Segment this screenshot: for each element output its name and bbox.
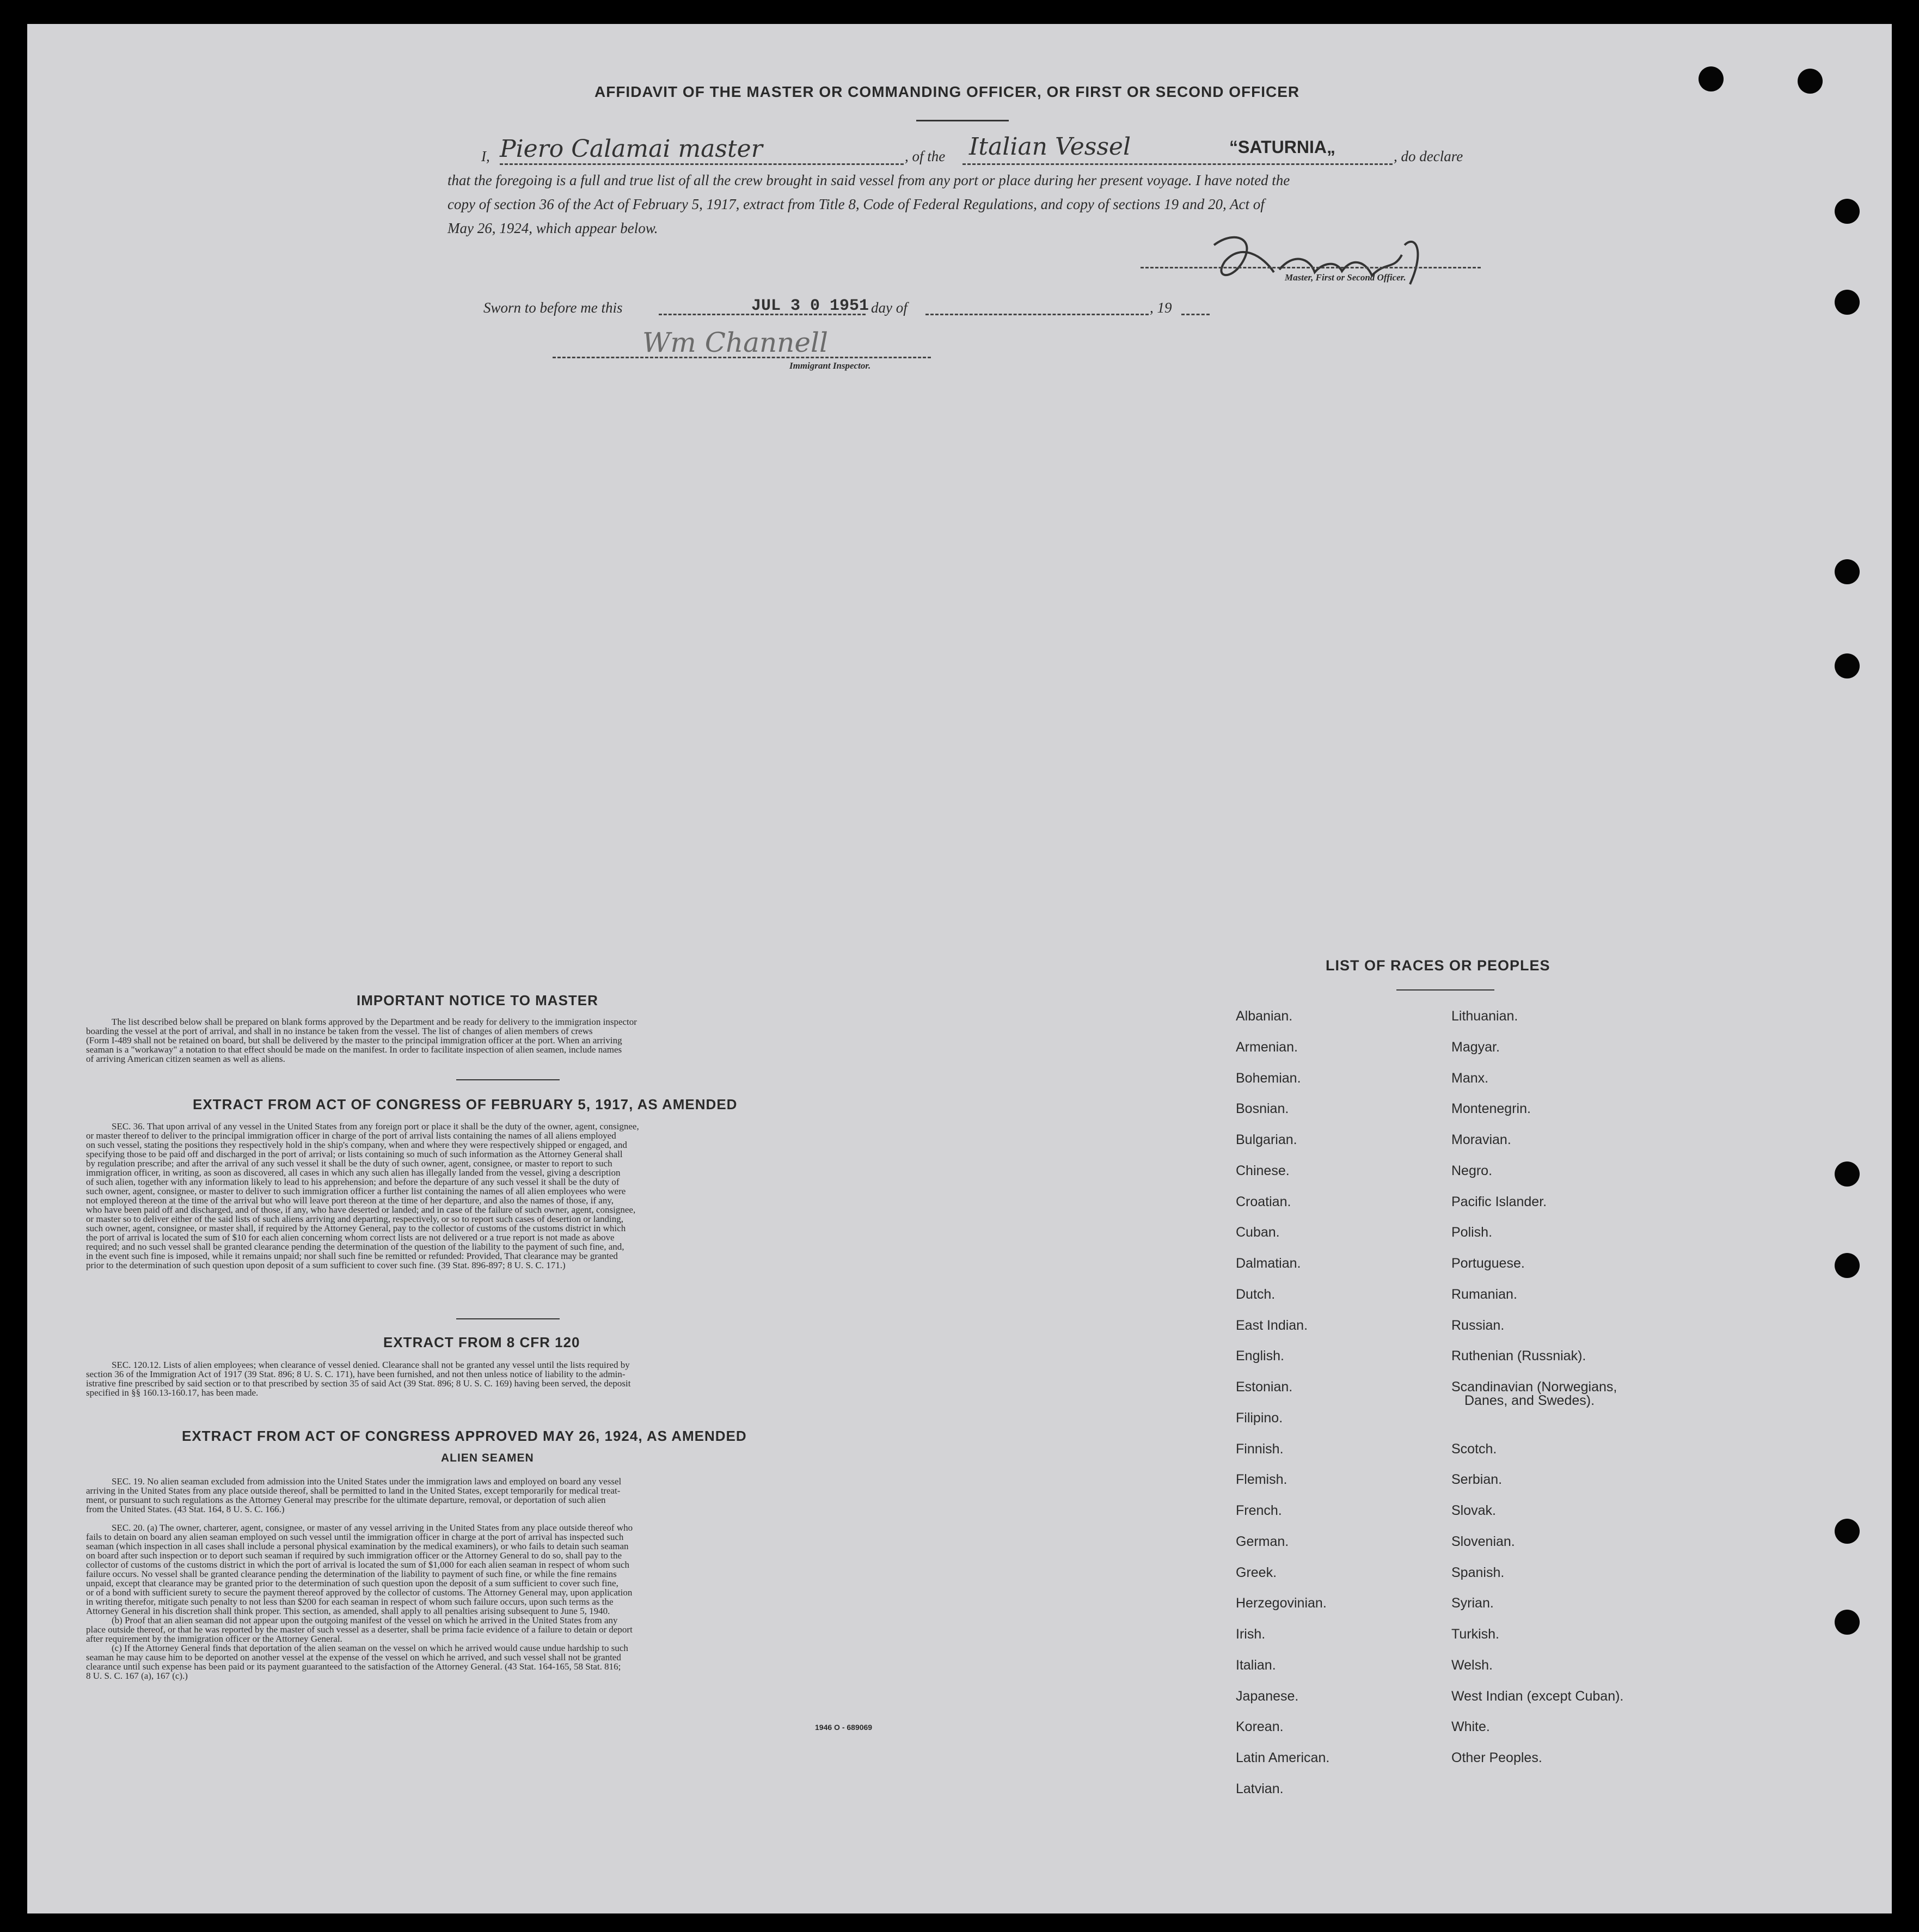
year-line	[1181, 314, 1210, 315]
binder-hole	[1835, 290, 1860, 315]
race-item: Slovenian.	[1451, 1534, 1515, 1549]
race-item: Italian.	[1236, 1658, 1276, 1673]
race-item: Scotch.	[1451, 1441, 1497, 1457]
officer-label: Master, First or Second Officer.	[1285, 272, 1406, 283]
extract-line: such owner, agent, consignee, or master to deliver to such immigration officer a further list containing the names of all alien employees who were	[86, 1186, 626, 1196]
race-item: Pacific Islander.	[1451, 1194, 1547, 1209]
binder-hole	[1798, 69, 1823, 94]
binder-hole	[1835, 559, 1860, 584]
race-item: Danes, and Swedes).	[1464, 1393, 1595, 1408]
extract-line: not employed thereon at the time of the arrival but who will leave port thereon at the time of her departure, and also the names of those, if any,	[86, 1195, 614, 1206]
notice-line: boarding the vessel at the port of arrival, and shall in no instance be taken from the vessel. The list of changes of alien members of crews	[86, 1026, 593, 1036]
officer-signature	[1198, 223, 1437, 294]
affidavit-body-line2: copy of section 36 of the Act of February 5, 1917, extract from Title 8, Code of Federal Regulations, and copy of sections 19 and 20, Act of	[447, 196, 1265, 212]
race-item: West Indian (except Cuban).	[1451, 1689, 1624, 1704]
race-item: Finnish.	[1236, 1441, 1284, 1457]
cfr-line: section 36 of the Immigration Act of 1917 (39 Stat. 896; 8 U. S. C. 171), have been furnished, and not then unless notice of liability to the admin-	[86, 1369, 626, 1379]
print-code: 1946 O - 689069	[815, 1723, 873, 1732]
extract-1917-title: EXTRACT FROM ACT OF CONGRESS OF FEBRUARY 5, 1917, AS AMENDED	[193, 1096, 738, 1112]
extract-line: clearance until such expense has been paid or its payment guaranteed to the satisfaction of the Attorney General. (43 Stat. 164-165, 58 Stat. 816;	[86, 1661, 621, 1672]
race-item: Bosnian.	[1236, 1101, 1289, 1116]
binder-hole	[1835, 1519, 1860, 1544]
extract-line: prior to the determination of such question upon deposit of a sum sufficient to cover such fine. (39 Stat. 896-897; 8 U. S. C. 171.)	[86, 1260, 566, 1270]
extract-1924-title: EXTRACT FROM ACT OF CONGRESS APPROVED MAY 26, 1924, AS AMENDED	[182, 1428, 747, 1444]
extract-line: arriving in the United States from any place outside thereof, shall be permitted to land in the United States, except temporarily for medical treat-	[86, 1485, 621, 1496]
race-item: Welsh.	[1451, 1658, 1493, 1673]
officer-signature-line	[1141, 267, 1481, 268]
race-item: White.	[1451, 1719, 1490, 1734]
extract-line: specifying those to be paid off and discharged in the port of arrival; or lists containing so much of such information as the Attorney General shall	[86, 1149, 623, 1159]
race-item: Filipino.	[1236, 1410, 1283, 1426]
binder-hole	[1835, 1253, 1860, 1278]
master-name-handwritten: Piero Calamai master	[500, 135, 763, 163]
extract-line: after requirement by the immigration officer or the Attorney General.	[86, 1634, 342, 1644]
extract-line: or master so to deliver either of the said lists of such aliens arriving and departing, respectively, or so to report such cases of desertion or landing,	[86, 1214, 623, 1224]
extract-line: fails to detain on board any alien seaman employed on such vessel until the immigration officer in charge at the port of arrival has inspected such	[86, 1532, 624, 1542]
race-item: Russian.	[1451, 1318, 1505, 1333]
race-item: Estonian.	[1236, 1379, 1293, 1395]
race-item: Korean.	[1236, 1719, 1284, 1734]
race-item: Dalmatian.	[1236, 1256, 1301, 1271]
binder-hole	[1835, 199, 1860, 224]
extract-line: on board after such inspection or to deport such seaman if required by such immigration officer or the Attorney General to do so, shall pay to the	[86, 1550, 622, 1561]
race-item: German.	[1236, 1534, 1289, 1549]
extract-line: (c) If the Attorney General finds that deportation of the alien seaman on the vessel on which he arrived would cause undue hardship to such	[112, 1643, 628, 1653]
extract-line: (b) Proof that an alien seaman did not appear upon the outgoing manifest of the vessel on which he arrived in the United States from any	[112, 1615, 618, 1625]
title-divider	[916, 120, 1009, 121]
sworn-prefix: Sworn to before me this	[483, 299, 623, 316]
binder-hole	[1835, 1161, 1860, 1187]
extract-line: Attorney General in his discretion shall think proper. This section, as amended, shall apply to all penalties arising subsequent to June 5, 1940.	[86, 1606, 610, 1616]
year-prefix: , 19	[1150, 299, 1172, 316]
do-declare-label: , do declare	[1394, 148, 1463, 164]
race-item: Latvian.	[1236, 1781, 1284, 1796]
extract-line: in the event such fine is imposed, while it remains unpaid; nor shall such fine be remitted or refunded: Provided, That clearance may be granted	[86, 1251, 618, 1261]
race-item: Montenegrin.	[1451, 1101, 1531, 1116]
sworn-date-stamp: JUL 3 0 1951	[751, 297, 869, 315]
race-item: Other Peoples.	[1451, 1750, 1542, 1765]
race-item: Armenian.	[1236, 1040, 1298, 1055]
race-item: Moravian.	[1451, 1132, 1511, 1147]
notice-title: IMPORTANT NOTICE TO MASTER	[357, 992, 598, 1008]
extract-line: the port of arrival is located the sum of $10 for each alien concerning whom correct lists are not delivered or a true report is not made as above	[86, 1232, 615, 1243]
race-item: Polish.	[1451, 1225, 1493, 1240]
extract-line: of such alien, together with any information likely to lead to his apprehension; and before the departure of any such vessel it shall be the duty of	[86, 1177, 620, 1187]
notice-line: of arriving American citizen seamen as well as aliens.	[86, 1054, 285, 1064]
race-item: Portuguese.	[1451, 1256, 1525, 1271]
binder-hole	[1699, 66, 1724, 91]
race-item: Spanish.	[1451, 1565, 1505, 1580]
extract-line: in writing therefor, mitigate such penalty to not less than $200 for each seaman in respect of whom such failure occurs, upon such terms as the	[86, 1597, 614, 1607]
race-item: Cuban.	[1236, 1225, 1280, 1240]
race-item: Bohemian.	[1236, 1071, 1301, 1086]
alien-seamen-subtitle: ALIEN SEAMEN	[441, 1452, 534, 1464]
extract-line: collector of customs of the customs district in which the port of arrival is located the sum of $1,000 for each alien seaman in respect of whom such	[86, 1560, 630, 1570]
extract-line: 8 U. S. C. 167 (a), 167 (c).)	[86, 1671, 188, 1681]
race-item: Herzegovinian.	[1236, 1595, 1327, 1611]
extract-line: seaman (which inspection in all cases shall include a personal physical examination by the medical examiners), or who fails to detain such seaman	[86, 1541, 629, 1551]
race-item: Magyar.	[1451, 1040, 1500, 1055]
race-item: Negro.	[1451, 1163, 1493, 1178]
extract-line: on such vessel, stating the positions they respectively hold in the ship's company, when and where they were respectively shipped or engaged, and	[86, 1140, 627, 1150]
race-item: Manx.	[1451, 1071, 1489, 1086]
race-item: Ruthenian (Russniak).	[1451, 1348, 1586, 1364]
race-item: Turkish.	[1451, 1627, 1499, 1642]
day-of-label: day of	[871, 299, 908, 316]
race-item: Latin American.	[1236, 1750, 1330, 1765]
extract-line: required; and no such vessel shall be granted clearance pending the determination of the question of the liability to the payment of such fine, and,	[86, 1242, 624, 1252]
extract-line: from the United States. (43 Stat. 164, 8 U. S. C. 166.)	[86, 1504, 285, 1514]
inspector-label: Immigrant Inspector.	[789, 360, 871, 371]
race-item: Albanian.	[1236, 1008, 1293, 1024]
extract-line: who have been paid off and discharged, and of those, if any, who have deserted or landed; and in case of the failure of such owner, agent, consignee,	[86, 1205, 636, 1215]
month-line	[925, 314, 1149, 315]
race-item: Irish.	[1236, 1627, 1266, 1642]
affidavit-title: AFFIDAVIT OF THE MASTER OR COMMANDING OFFICER, OR FIRST OR SECOND OFFICER	[594, 83, 1300, 100]
vessel-handwritten: Italian Vessel	[969, 133, 1131, 161]
race-item: English.	[1236, 1348, 1284, 1364]
cfr-title: EXTRACT FROM 8 CFR 120	[383, 1334, 580, 1350]
extract-line: by regulation prescribe; and after the arrival of any such vessel it shall be the duty of such owner, agent, consignee, or master to report to such	[86, 1158, 612, 1169]
extract-line: place outside thereof, or that he was reported by the master of such vessel as a deserter, shall be prima facie evidence of a failure to detain or deport	[86, 1624, 633, 1635]
race-item: Japanese.	[1236, 1689, 1299, 1704]
races-title-divider	[1396, 989, 1494, 991]
extract-line: SEC. 19. No alien seaman excluded from admission into the United States under the immigration laws and employed on board any vessel	[112, 1476, 622, 1487]
extract-line: ment, or pursuant to such regulations as the Attorney General may prescribe for the ultimate departure, removal, or deportation of such alien	[86, 1495, 606, 1505]
vessel-name: “SATURNIA„	[1229, 137, 1335, 157]
cfr-line: specified in §§ 160.13-160.17, has been made.	[86, 1387, 259, 1398]
races-title: LIST OF RACES OR PEOPLES	[1326, 957, 1550, 974]
extract-line: or of a bond with sufficient surety to secure the payment thereof approved by the collector of customs. The Attorney General may, upon application	[86, 1587, 633, 1598]
extract-line: such owner, agent, consignee, or master shall, if required by the Attorney General, pay to the collector of customs of the customs district in which	[86, 1223, 626, 1233]
race-item: Syrian.	[1451, 1595, 1494, 1611]
notice-line: seaman is a "workaway" a notation to that effect should be made on the manifest. In order to facilitate inspection of alien seamen, include names	[86, 1044, 622, 1055]
affidavit-i: I,	[481, 148, 490, 164]
cfr-line: istrative fine prescribed by said section or to that prescribed by section 35 of said Act (39 Stat. 896; 8 U. S. C. 169) having been served, the deposit	[86, 1378, 631, 1389]
extract-line: or master thereof to deliver to the principal immigration officer in charge of the port of arrival lists containing the names of all aliens employed	[86, 1130, 616, 1141]
section-divider	[456, 1079, 560, 1080]
race-item: Chinese.	[1236, 1163, 1290, 1178]
master-name-line	[500, 163, 904, 165]
notice-line: (Form I-489 shall not be retained on board, but shall be delivered by the master to the principal immigration officer at the port. When an arriving	[86, 1035, 622, 1046]
cfr-line: SEC. 120.12. Lists of alien employees; when clearance of vessel denied. Clearance shall not be granted any vessel until the lists required by	[112, 1360, 630, 1370]
race-item: Serbian.	[1451, 1472, 1503, 1487]
race-item: Croatian.	[1236, 1194, 1291, 1209]
race-item: Dutch.	[1236, 1287, 1276, 1302]
notice-line: The list described below shall be prepared on blank forms approved by the Department and be ready for delivery to the immigration inspector	[112, 1017, 637, 1027]
affidavit-body-line1: that the foregoing is a full and true list of all the crew brought in said vessel from any port or place during her present voyage. I have noted the	[447, 172, 1290, 188]
race-item: Slovak.	[1451, 1503, 1496, 1518]
extract-line: failure occurs. No vessel shall be granted clearance pending the determination of the liability to payment of such fine, or while the fine remains	[86, 1569, 617, 1579]
extract-line: immigration officer, in writing, as soon as discovered, all cases in which any such alien has illegally landed from the vessel, giving a description	[86, 1167, 621, 1178]
affidavit-body-line3: May 26, 1924, which appear below.	[447, 220, 658, 236]
race-item: Flemish.	[1236, 1472, 1287, 1487]
extract-line: SEC. 20. (a) The owner, charterer, agent, consignee, or master of any vessel arriving in the United States from any place outside thereof who	[112, 1523, 633, 1533]
extract-line: seaman he may cause him to be deported on another vessel at the expense of the vessel on which he arrived, and such vessel shall not be granted	[86, 1652, 621, 1662]
of-the-label: , of the	[905, 148, 946, 164]
inspector-signature: Wm Channell	[642, 327, 828, 358]
section-divider	[456, 1318, 560, 1319]
race-item: Rumanian.	[1451, 1287, 1517, 1302]
race-item: Bulgarian.	[1236, 1132, 1297, 1147]
binder-hole	[1835, 1610, 1860, 1635]
race-item: Greek.	[1236, 1565, 1277, 1580]
extract-line: unpaid, except that clearance may be granted prior to the determination of such question upon the deposit of a sum sufficient to cover such fine,	[86, 1578, 618, 1588]
binder-hole	[1835, 653, 1860, 678]
race-item: Lithuanian.	[1451, 1008, 1518, 1024]
race-item: East Indian.	[1236, 1318, 1308, 1333]
vessel-line	[962, 163, 1393, 165]
extract-line: SEC. 36. That upon arrival of any vessel in the United States from any foreign port or place it shall be the duty of the owner, agent, consignee,	[112, 1121, 639, 1132]
race-item: Scandinavian (Norwegians,	[1451, 1379, 1617, 1395]
inspector-signature-line	[553, 357, 931, 358]
race-item: French.	[1236, 1503, 1282, 1518]
